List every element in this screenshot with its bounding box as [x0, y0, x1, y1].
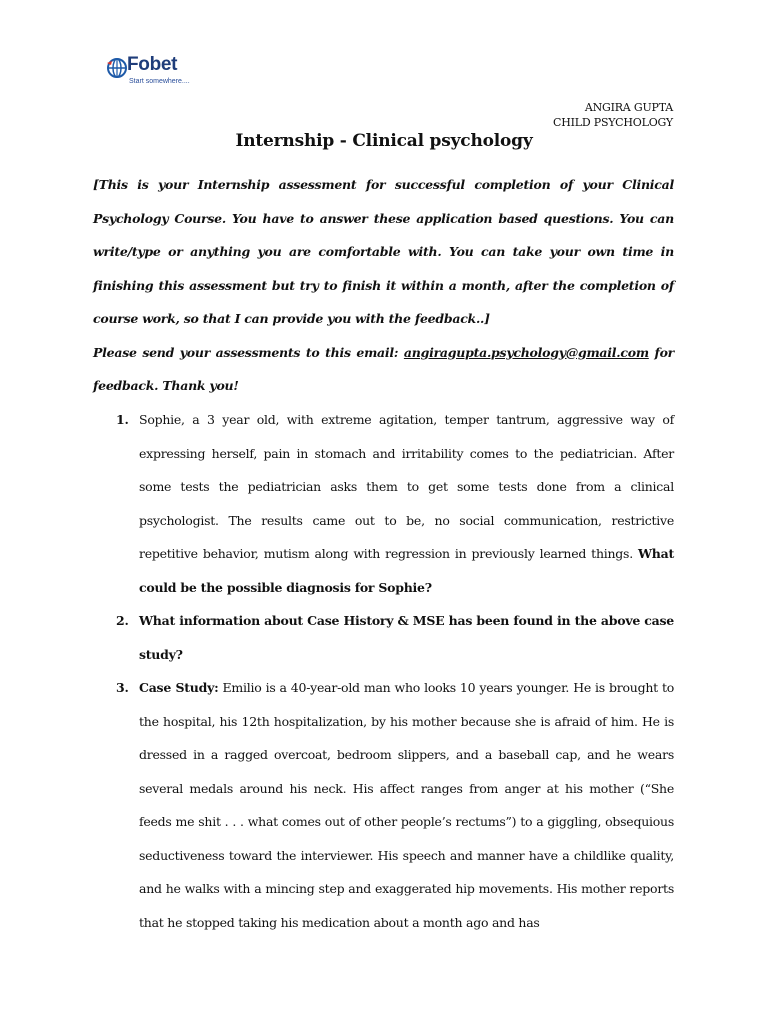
- logo-tagline: Start somewhere....: [129, 78, 190, 85]
- intro-instructions: [93, 168, 674, 403]
- author-block: [553, 100, 673, 130]
- question-number: 2.: [116, 613, 129, 628]
- document-title: Internship - Clinical psychology: [235, 131, 533, 151]
- question-text: Emilio is a 40-year-old man who looks 10 years younger. He is brought to the hospital, his 12th hospitalization, by his mother because she is afraid of him. He is dressed in a ragged overcoat, bedroom slippers, and a baseball cap, and he wears several medals around his neck. His affect ranges from anger at his mother (“She feeds me shit . . . what comes out of other people’s rectums”) to a giggling, obsequious seductiveness toward the interviewer. His speech and manner have a childlike quality, and he walks with a mincing step and exaggerated hip movements. His mother reports that he stopped taking his medication about a month ago and has: [139, 680, 674, 930]
- question-item: [93, 403, 674, 604]
- question-item: [93, 671, 674, 939]
- email-link[interactable]: angiragupta.psychology@gmail.com: [403, 344, 649, 360]
- question-text: Sophie, a 3 year old, with extreme agitation, temper tantrum, aggressive way of expressing herself, pain in stomach and irritability comes to the pediatrician. After some tests the pediatrician asks them to get some tests done from a clinical psychologist. The results came out to be, no social communication, restrictive repetitive behavior, mutism along with regression in previously learned things.: [139, 412, 674, 561]
- question-prompt: What information about Case History & MSE has been found in the above case study?: [139, 613, 674, 662]
- author-name: ANGIRA GUPTA: [584, 101, 673, 114]
- globe-icon: [106, 57, 128, 79]
- question-prompt: What could be the possible diagnosis for Sophie?: [139, 546, 674, 595]
- question-number: 1.: [116, 412, 129, 427]
- author-department: CHILD PSYCHOLOGY: [553, 116, 673, 129]
- email-paragraph: [93, 336, 674, 403]
- case-study-label: Case Study:: [139, 680, 219, 695]
- email-prefix: Please send your assessments to this email:: [93, 344, 404, 360]
- logo-brand: Fobet: [127, 54, 178, 75]
- question-number: 3.: [116, 680, 129, 695]
- instructions-paragraph: [This is your Internship assessment for successful completion of your Clinical Psychology Course. You have to answer these application based questions. You can write/type or anything you are comfortable with. You can take your own time in finishing this assessment but try to finish it within a month, after the completion of course work, so that I can provide you with the feedback..]: [93, 177, 674, 326]
- email-suffix: for feedback. Thank you!: [93, 344, 674, 393]
- question-item: [93, 604, 674, 671]
- question-list: [93, 403, 674, 939]
